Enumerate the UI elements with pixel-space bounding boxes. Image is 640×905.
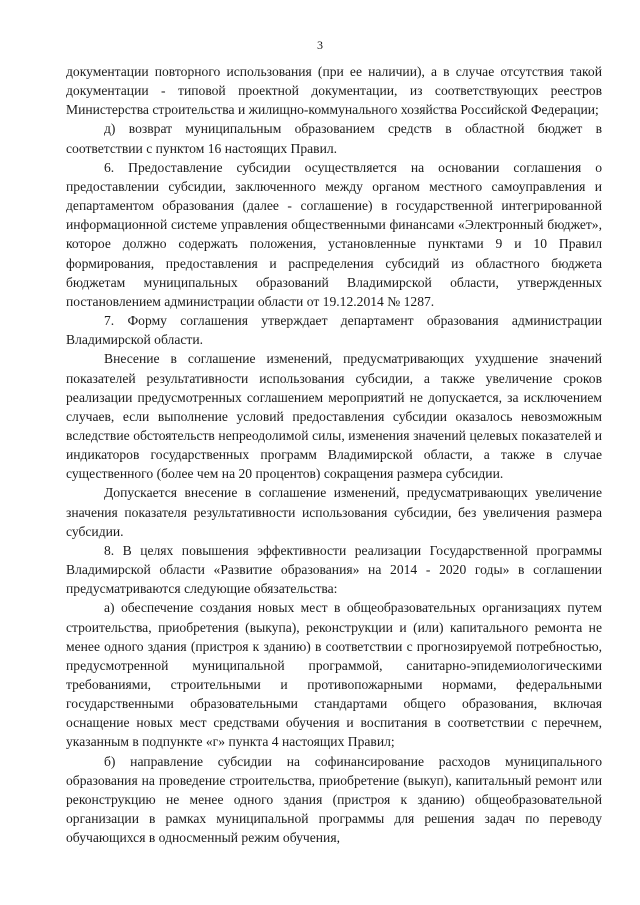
paragraph-amendments-restriction: Внесение в соглашение изменений, предусматривающих ухудшение значений показателей результативности использования субсидии, а также увеличение сроков реализации предусмотренных соглашением мероприятий не допускается, за исключением случаев, если выполнение условий предоставления субсидии оказалось невозможным вследствие обстоятельств непреодолимой силы, изменения значений целевых показателей и индикаторов государственных программ Владимирской области, а также в случае существенного (более чем на 20 процентов) сокращения размера субсидии. <box>66 351 602 482</box>
paragraph-item-a: а) обеспечение создания новых мест в общеобразовательных организациях путем строительства, приобретения (выкупа), реконструкции и (или) капитального ремонта не менее одного здания (пристроя к зданию) в соответствии с прогнозируемой потребностью, предусмотренной муниципальной программой, санитарно-эпидемиологическими требованиями, строительными и противопожарными нормами, федеральными государственными образовательными стандартами общего образования, включая оснащение новых мест средствами обучения и воспитания в соответствии с перечнем, указанным в подпункте «г» пункта 4 настоящих Правил; <box>66 600 602 750</box>
paragraph-6: 6. Предоставление субсидии осуществляется на основании соглашения о предоставлении субсидии, заключенного между органом местного самоуправления и департаментом образования (далее - соглашение) в государственной интегрированной информационной системе управления общественными финансами «Электронный бюджет», которое должно содержать положения, установленные пунктами 9 и 10 Правил формирования, предоставления и распределения субсидий из областного бюджета бюджетам муниципальных образований Владимирской области, утвержденных постановлением администрации области от 19.12.2014 № 1287. <box>66 159 602 309</box>
document-body <box>66 62 602 847</box>
page-number: 3 <box>317 38 323 52</box>
paragraph-item-b: б) направление субсидии на софинансирование расходов муниципального образования на проведение строительства, приобретение (выкуп), капитальный ремонт или реконструкцию не менее одного здания (пристроя к зданию) общеобразовательной организации в рамках муниципальной программы для решения задач по переводу обучающихся в односменный режим обучения, <box>66 753 602 846</box>
paragraph-amendments-allowed: Допускается внесение в соглашение изменений, предусматривающих увеличение значения показателя результативности использования субсидии, без увеличения размера субсидии. <box>66 485 602 539</box>
paragraph-continuation: документации повторного использования (при ее наличии), а в случае отсутствия такой документации - типовой проектной документации, из соответствующих реестров Министерства строительства и жилищно-коммунального хозяйства Российской Федерации; <box>66 64 602 118</box>
paragraph-7: 7. Форму соглашения утверждает департамент образования администрации Владимирской области. <box>66 313 602 348</box>
paragraph-8: 8. В целях повышения эффективности реализации Государственной программы Владимирской области «Развитие образования» на 2014 - 2020 годы» в соглашении предусматриваются следующие обязательства: <box>66 542 602 597</box>
paragraph-item-d: д) возврат муниципальным образованием средств в областной бюджет в соответствии с пунктом 16 настоящих Правил. <box>66 121 602 156</box>
